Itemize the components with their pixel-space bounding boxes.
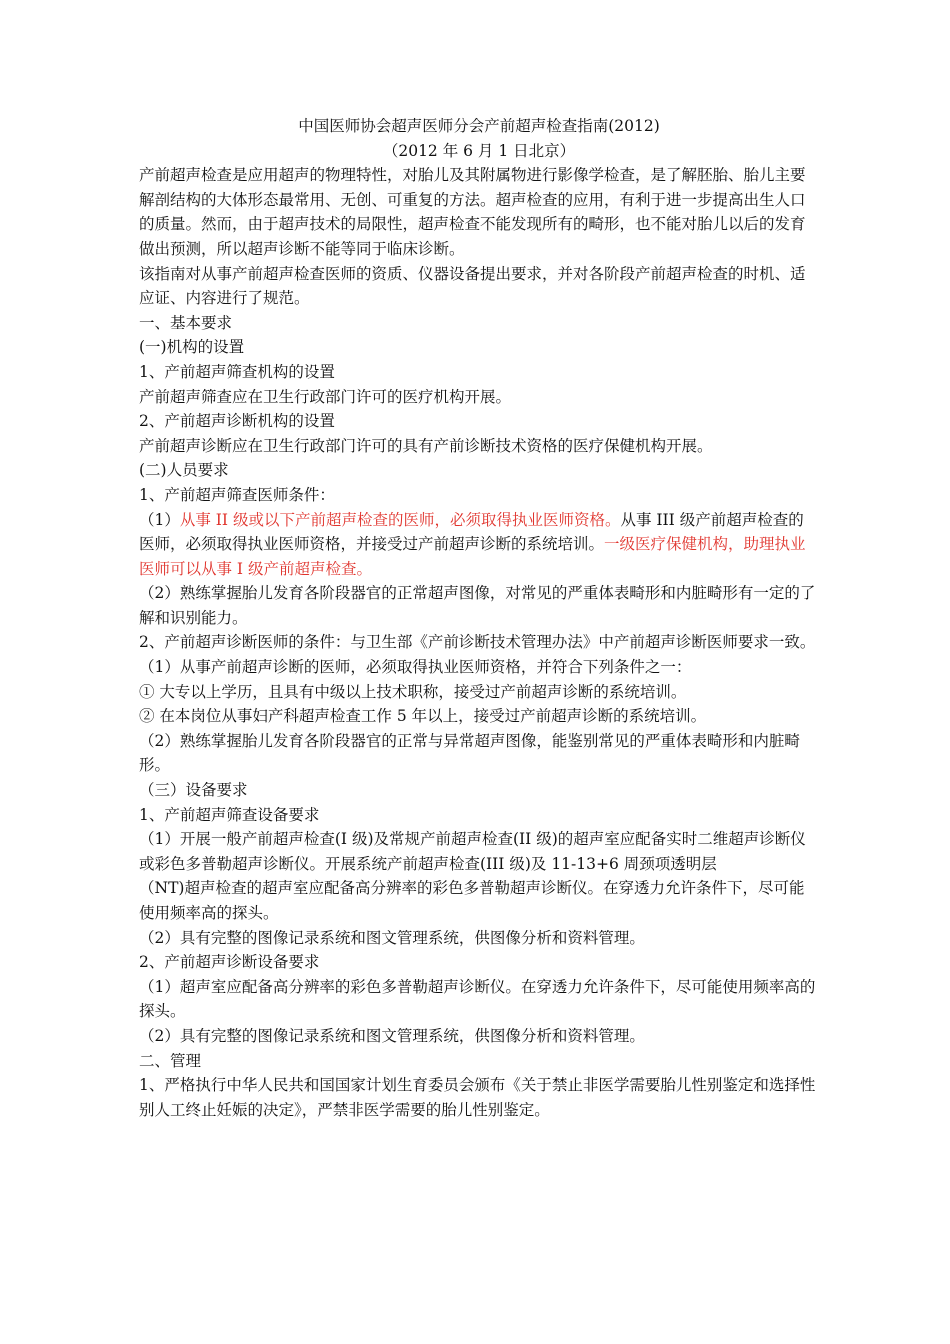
- heading-item: 1、产前超声筛查医师条件：: [139, 485, 335, 504]
- list-item: ① 大专以上学历，且具有中级以上技术职称，接受过产前超声诊断的系统培训。: [139, 682, 687, 701]
- paragraph: （NT)超声检查的超声室应配备高分辨率的彩色多普勒超声诊断仪。在穿透力允许条件下，尽可能使用频率高的探头。: [139, 879, 805, 922]
- text-segment: （1）: [139, 510, 180, 529]
- heading-item: 2、产前超声诊断医师的条件：与卫生部《产前诊断技术管理办法》中产前超声诊断医师要求一致。: [139, 633, 816, 652]
- paragraph: （1）开展一般产前超声检查(I 级)及常规产前超声检查(II 级)的超声室应配备实时二维超声诊断仪或彩色多普勒超声诊断仪。开展系统产前超声检查(III 级)及 11-13+6 周颈项透明层: [139, 830, 806, 873]
- heading-item: 2、产前超声诊断设备要求: [139, 953, 320, 972]
- paragraph: （1）超声室应配备高分辨率的彩色多普勒超声诊断仪。在穿透力允许条件下，尽可能使用频率高的探头。: [139, 977, 816, 1021]
- document-title: 中国医师协会超声医师分会产前超声检查指南(2012): [298, 117, 660, 135]
- paragraph: （2）熟练掌握胎儿发育各阶段器官的正常超声图像，对常见的严重体表畸形和内脏畸形有一定的了解和识别能力。: [139, 584, 816, 627]
- paragraph-mixed-color: [139, 508, 819, 582]
- heading-section-1: 一、基本要求: [139, 313, 233, 332]
- heading-item: 2、产前超声诊断机构的设置: [139, 412, 335, 431]
- heading-item: 1、产前超声筛查设备要求: [139, 805, 320, 824]
- heading-section-2: 二、管理: [139, 1051, 202, 1070]
- heading-sub-3: （三）设备要求: [139, 781, 248, 800]
- paragraph: （2）具有完整的图像记录系统和图文管理系统，供图像分析和资料管理。: [139, 928, 645, 947]
- heading-sub-1: (一)机构的设置: [139, 338, 245, 357]
- paragraph: 1、严格执行中华人民共和国国家计划生育委员会颁布《关于禁止非医学需要胎儿性别鉴定和选择性别人工终止妊娠的决定》，严禁非医学需要的胎儿性别鉴定。: [139, 1076, 816, 1119]
- paragraph: 产前超声筛查应在卫生行政部门许可的医疗机构开展。: [139, 387, 512, 406]
- text-segment: 从事 III 级产前超声检查的医师，必须取得执业医师资格，并接受过产前超声诊断的系统培训。: [139, 510, 804, 554]
- heading-sub-2: (二)人员要求: [139, 461, 229, 480]
- paragraph: （1）从事产前超声诊断的医师，必须取得执业医师资格，并符合下列条件之一：: [139, 658, 692, 677]
- paragraph: （2）具有完整的图像记录系统和图文管理系统，供图像分析和资料管理。: [139, 1026, 645, 1045]
- paragraph: 产前超声诊断应在卫生行政部门许可的具有产前诊断技术资格的医疗保健机构开展。: [139, 436, 713, 455]
- document-body: [139, 114, 819, 1122]
- heading-item: 1、产前超声筛查机构的设置: [139, 362, 335, 381]
- paragraph-intro-2: 该指南对从事产前超声检查医师的资质、仪器设备提出要求，并对各阶段产前超声检查的时机、适应证、内容进行了规范。: [139, 264, 806, 308]
- document-date: （2012 年 6 月 1 日北京）: [382, 141, 576, 160]
- list-item: ② 在本岗位从事妇产科超声检查工作 5 年以上，接受过产前超声诊断的系统培训。: [139, 707, 707, 726]
- highlight-text-red: 一级医疗保健机构，助理执业医师可以从事 I 级产前超声检查。: [139, 535, 806, 578]
- highlight-text-red: 从事 II 级或以下产前超声检查的医师，必须取得执业医师资格。: [179, 510, 621, 529]
- paragraph: （2）熟练掌握胎儿发育各阶段器官的正常与异常超声图像，能鉴别常见的严重体表畸形和内脏畸形。: [139, 731, 800, 775]
- paragraph-intro-1: 产前超声检查是应用超声的物理特性，对胎儿及其附属物进行影像学检查，是了解胚胎、胎儿主要解剖结构的大体形态最常用、无创、可重复的方法。超声检查的应用，有利于进一步提高出生人口的质量。然而，由于超声技术的局限性，超声检查不能发现所有的畸形，也不能对胎儿以后的发育做出预测，所以超声诊断不能等同于临床诊断。: [139, 166, 806, 258]
